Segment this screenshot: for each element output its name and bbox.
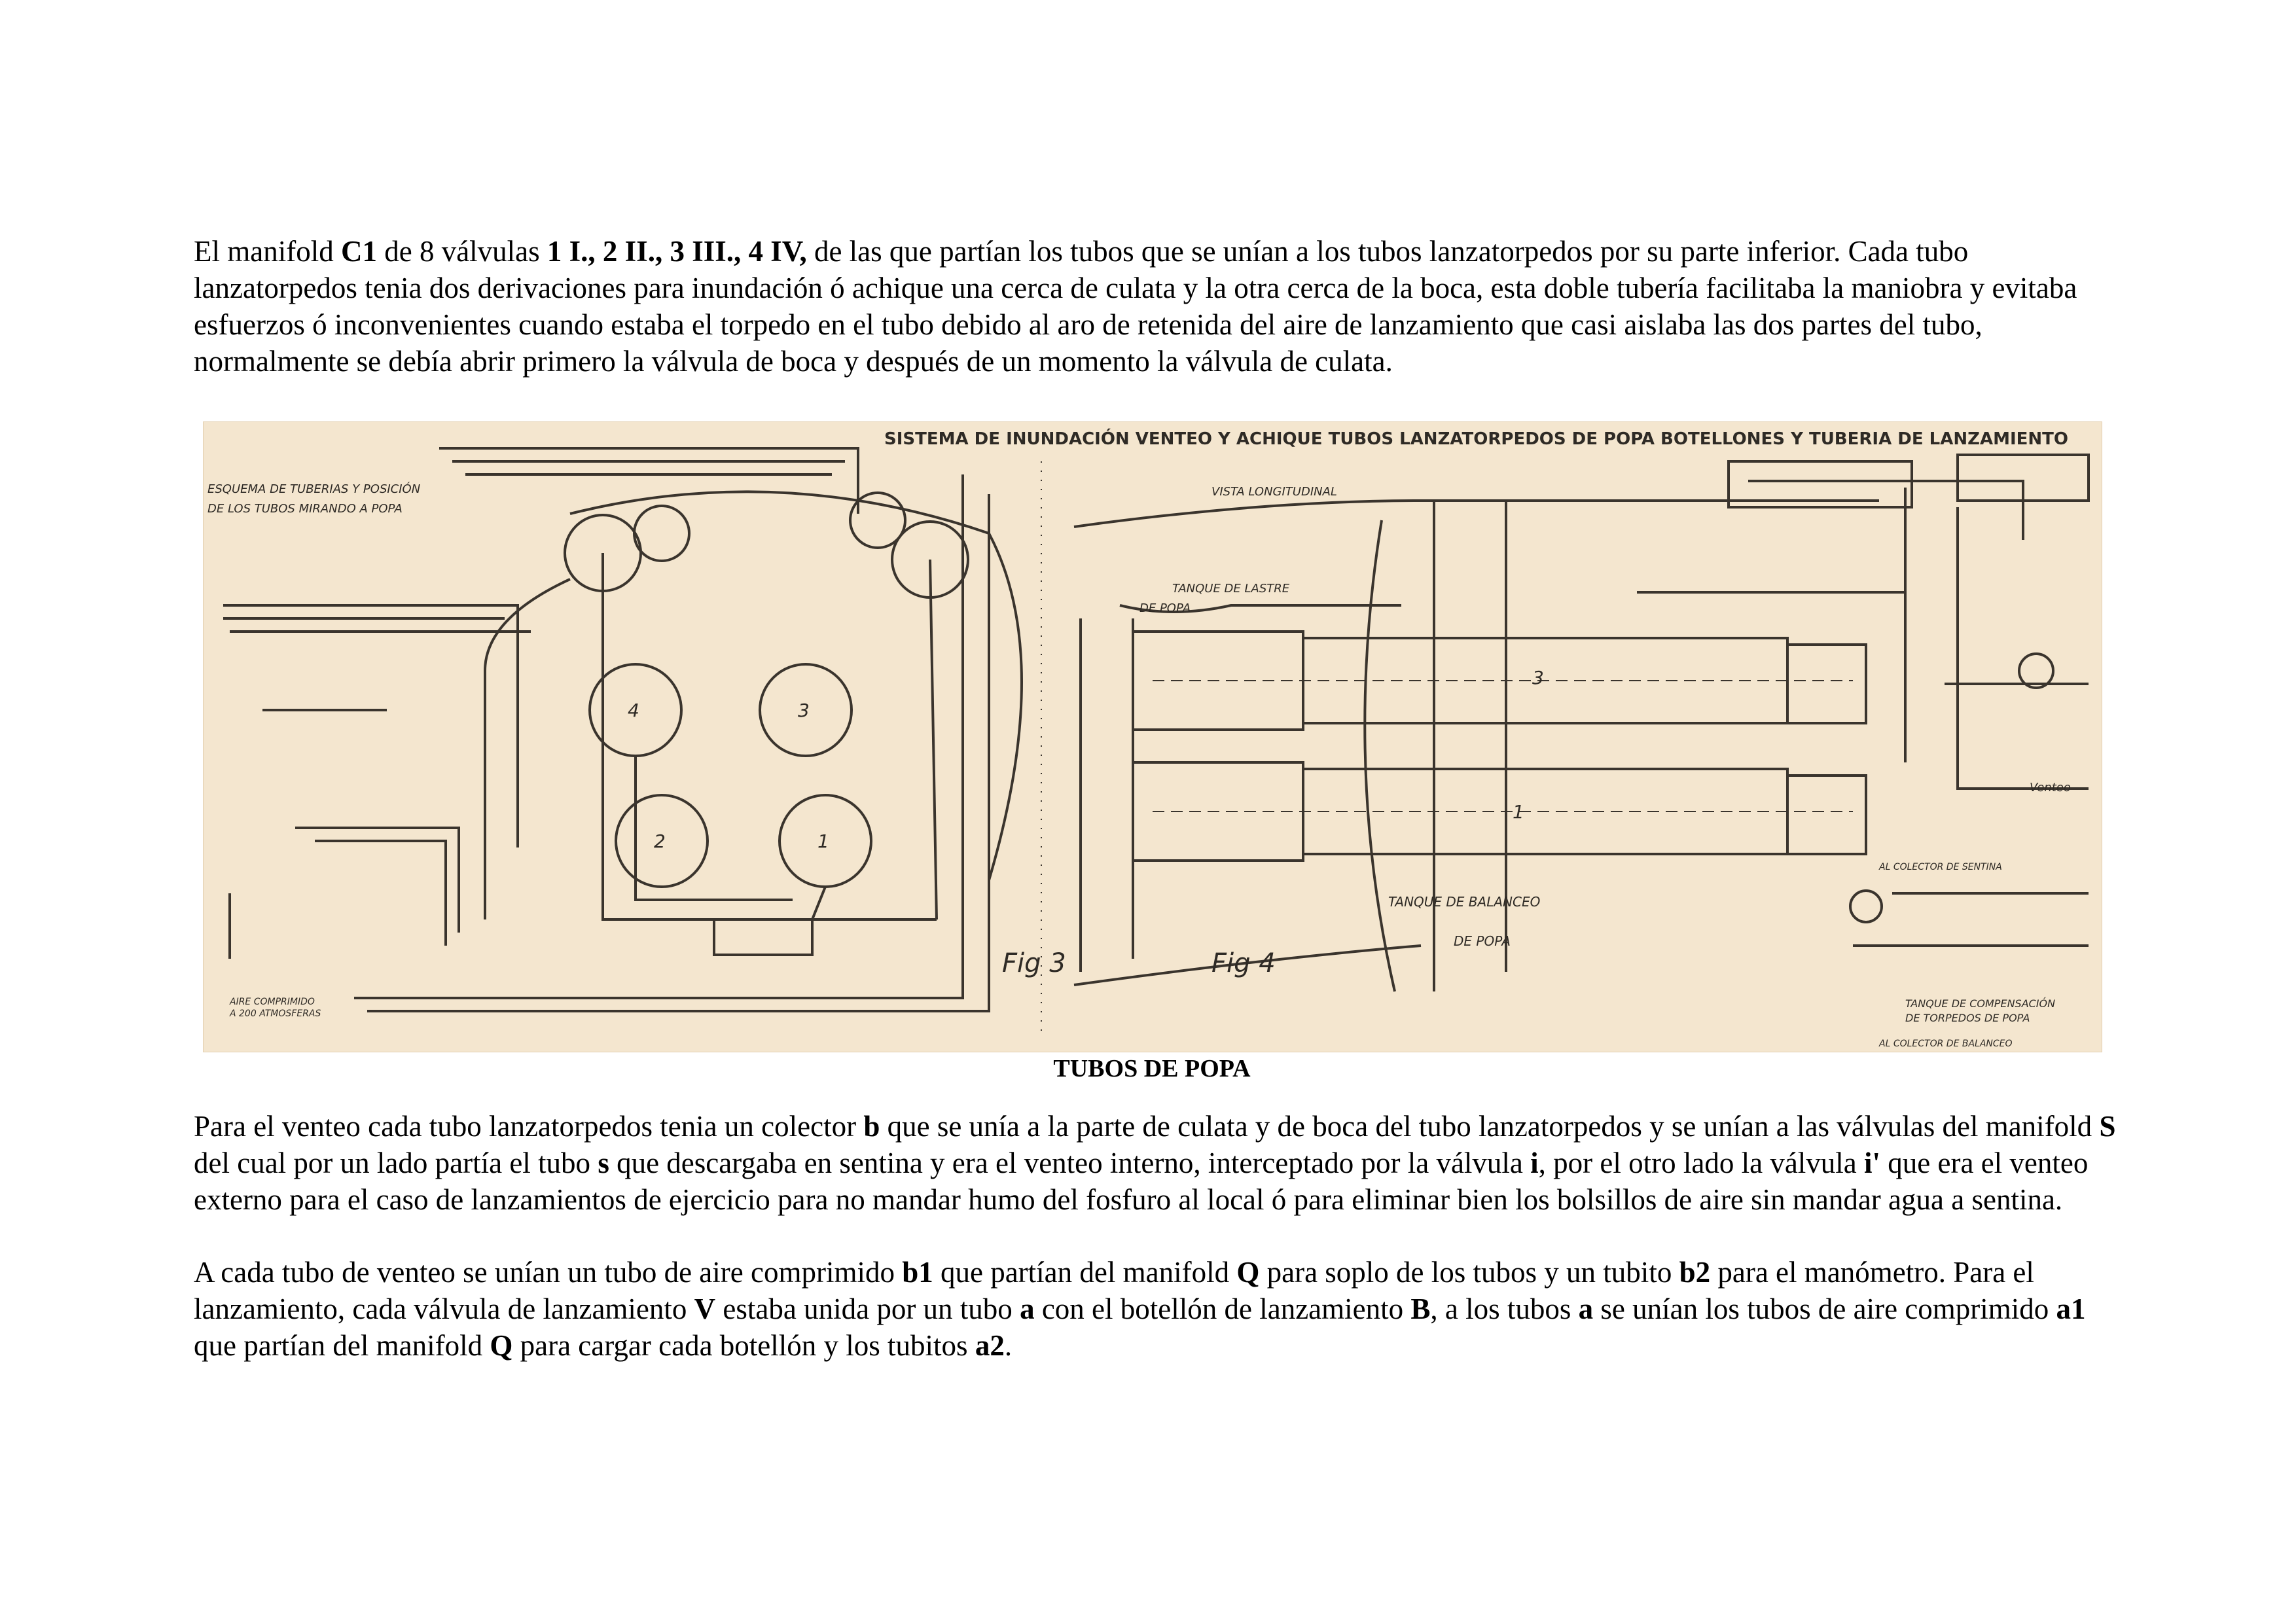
paragraph-venteo (194, 1108, 2131, 1218)
diagram-title: SISTEMA DE INUNDACIÓN VENTEO Y ACHIQUE TUBOS LANZATORPEDOS DE POPA BOTELLONES Y TUBERIA DE LANZAMIENTO (884, 429, 2068, 449)
bold-term: i' (1864, 1147, 1881, 1179)
fig-4-label: Fig 4 (1211, 948, 1276, 978)
text-run: , por el otro lado la válvula (1538, 1147, 1865, 1179)
bold-term: V (694, 1293, 716, 1325)
paragraph-aire-comprimido (194, 1254, 2131, 1364)
bold-term: Q (490, 1329, 513, 1362)
bold-term: a (1020, 1293, 1035, 1325)
bold-term: s (598, 1147, 609, 1179)
text-run: del cual por un lado partía el tubo (194, 1147, 598, 1179)
text-run: que partían del manifold (933, 1256, 1237, 1289)
tanque-compensacion-label: TANQUE DE COMPENSACIÓN (1905, 997, 2056, 1010)
colector-sentina-label: AL COLECTOR DE SENTINA (1879, 862, 2002, 872)
diagram-note-2: DE LOS TUBOS MIRANDO A POPA (207, 502, 403, 516)
text-run: para el manómetro. Para el lanzamiento, cada válvula de lanzamiento (194, 1256, 2034, 1325)
diagram-drawing (204, 422, 2102, 1052)
bold-term: 1 I., 2 II., 3 III., 4 IV, (547, 235, 807, 268)
tanque-compensacion-label-2: DE TORPEDOS DE POPA (1905, 1012, 2030, 1024)
vista-label: VISTA LONGITUDINAL (1211, 485, 1337, 499)
text-run: Para el venteo cada tubo lanzatorpedos tenia un colector (194, 1110, 864, 1143)
bold-term: B (1410, 1293, 1431, 1325)
text-run: que era el venteo externo para el caso de lanzamientos de ejercicio para no mandar humo del fosfuro al local ó para eliminar bien los bolsillos de aire sin mandar agua a sentina. (194, 1147, 2089, 1216)
text-run: con el botellón de lanzamiento (1034, 1293, 1411, 1325)
bold-term: a (1578, 1293, 1594, 1325)
diagram-note-1: ESQUEMA DE TUBERIAS Y POSICIÓN (207, 482, 421, 496)
stern-torpedo-tubes-diagram (203, 421, 2102, 1052)
colector-balanceo-label: AL COLECTOR DE BALANCEO (1879, 1039, 2013, 1049)
bold-term: b2 (1679, 1256, 1711, 1289)
aire-label-2: A 200 ATMOSFERAS (230, 1008, 321, 1019)
venteo-label: Venteo (2030, 781, 2071, 794)
text-run: para soplo de los tubos y un tubito (1259, 1256, 1679, 1289)
text-run: de las que partían los tubos que se unían a los tubos lanzatorpedos por su parte inferior. Cada tubo lanzatorpedos tenia dos derivaciones para inundación ó achique una cerca de culata y la otra cerca de la boca, esta doble tubería facilitaba la maniobra y evitaba esfuerzos ó inconvenientes cuando estaba el torpedo en el tubo debido al aro de retenida del aire de lanzamiento que casi aislaba las dos partes del tubo, normalmente se debía abrir primero la válvula de boca y después de un momento la válvula de culata. (194, 235, 2077, 378)
text-run: se unían los tubos de aire comprimido (1593, 1293, 2056, 1325)
text-run: de 8 válvulas (376, 235, 547, 268)
figure-caption: TUBOS DE POPA (1053, 1055, 1251, 1082)
text-run: para cargar cada botellón y los tubitos (512, 1329, 975, 1362)
text-run: , a los tubos (1430, 1293, 1579, 1325)
tube-1-label: 1 (817, 830, 829, 852)
tanque-balanceo-label: TANQUE DE BALANCEO (1388, 894, 1541, 910)
aire-label: AIRE COMPRIMIDO (230, 997, 315, 1007)
tube-2-label: 2 (654, 830, 666, 852)
tanque-lastre-label-2: DE POPA (1139, 601, 1191, 615)
fig-3-label: Fig 3 (1002, 948, 1066, 978)
bold-term: Q (1236, 1256, 1260, 1289)
bold-term: i (1530, 1147, 1539, 1179)
bold-term: a1 (2056, 1293, 2086, 1325)
bold-term: a2 (975, 1329, 1005, 1362)
text-run: . (1004, 1329, 1013, 1362)
text-run: que partían del manifold (194, 1329, 490, 1362)
text-run: estaba unida por un tubo (715, 1293, 1020, 1325)
text-run: A cada tubo de venteo se unían un tubo de aire comprimido (194, 1256, 903, 1289)
paragraph-manifold-c1 (194, 233, 2131, 380)
tube-4-label: 4 (628, 700, 639, 721)
bold-term: S (2099, 1110, 2116, 1143)
long-tube-1-label: 1 (1513, 801, 1524, 823)
bold-term: C1 (340, 235, 377, 268)
long-tube-3-label: 3 (1532, 667, 1544, 688)
tanque-balanceo-label-2: DE POPA (1454, 933, 1511, 949)
tanque-lastre-label: TANQUE DE LASTRE (1172, 582, 1290, 596)
bold-term: b (863, 1110, 880, 1143)
text-run: que se unía a la parte de culata y de boca del tubo lanzatorpedos y se unían a las válvulas del manifold (880, 1110, 2100, 1143)
bold-term: b1 (902, 1256, 933, 1289)
tube-3-label: 3 (798, 700, 810, 721)
text-run: que descargaba en sentina y era el venteo interno, interceptado por la válvula (609, 1147, 1531, 1179)
text-run: El manifold (194, 235, 341, 268)
